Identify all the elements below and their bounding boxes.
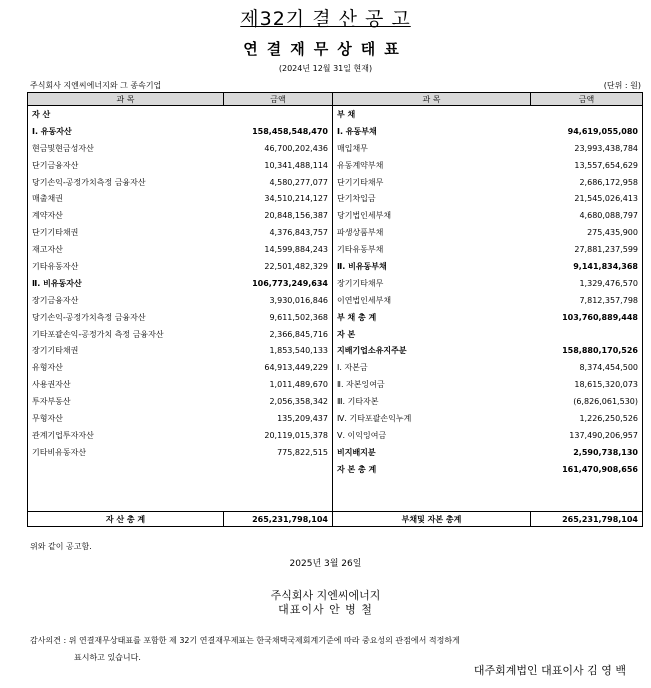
table-row [28, 309, 643, 326]
col-header-amount-right: 금액 [531, 93, 643, 106]
audit-opinion [30, 632, 630, 666]
table-row [28, 123, 643, 140]
liability-equity-item-label: Ⅴ. 이익잉여금 [333, 427, 531, 444]
liability-equity-item-value: 275,435,900 [531, 224, 643, 241]
balance-sheet-table [27, 92, 643, 527]
table-row [28, 359, 643, 376]
asset-item-label: 계약자산 [28, 207, 224, 224]
liability-equity-item-label: Ⅰ. 유동부채 [333, 123, 531, 140]
asset-item-label: 당기손익-공정가치측정 금융자산 [28, 309, 224, 326]
asset-item-value: 1,011,489,670 [224, 376, 333, 393]
liability-equity-item-label: 자 본 [333, 326, 531, 343]
signature-company: 주식회사 지엔씨에너지 [270, 589, 381, 602]
table-row [28, 461, 643, 478]
asset-item-value: 135,209,437 [224, 410, 333, 427]
asset-item-value: 46,700,202,436 [224, 140, 333, 157]
asset-item-value: 1,853,540,133 [224, 342, 333, 359]
table-row [28, 106, 643, 123]
asset-item-label: 기타유동자산 [28, 258, 224, 275]
asset-item-label: 당기손익-공정가치측정 금융자산 [28, 174, 224, 191]
table-header-row [28, 93, 643, 106]
liability-equity-item-label: Ⅱ. 비유동부채 [333, 258, 531, 275]
asset-item-value: 3,930,016,846 [224, 292, 333, 309]
liability-equity-item-label [333, 478, 531, 495]
asset-item-label: Ⅱ. 비유동자산 [28, 275, 224, 292]
table-row [28, 174, 643, 191]
liability-equity-item-label: 유동계약부채 [333, 157, 531, 174]
audit-opinion-line-1: 감사의견 : 위 연결재무상태표를 포함한 제 32기 연결재무제표는 한국채택국제회계기준에 따라 중요성의 관점에서 적정하게 [30, 636, 460, 645]
liability-equity-item-label: 이연법인세부채 [333, 292, 531, 309]
liability-equity-item-value: 94,619,055,080 [531, 123, 643, 140]
liability-equity-item-label: Ⅱ. 자본잉여금 [333, 376, 531, 393]
total-liab-equity-label: 부채및 자본 총계 [333, 512, 531, 527]
notice-statement: 위와 같이 공고함. [30, 542, 92, 551]
asset-item-value: 64,913,449,229 [224, 359, 333, 376]
asset-item-value: 34,510,214,127 [224, 190, 333, 207]
asset-item-label: 단기기타채권 [28, 224, 224, 241]
asset-item-value [224, 106, 333, 123]
liability-equity-item-value [531, 106, 643, 123]
liability-equity-item-value: 158,880,170,526 [531, 342, 643, 359]
liability-equity-item-value: 137,490,206,957 [531, 427, 643, 444]
statement-date: (2024년 12월 31일 현재) [278, 64, 373, 73]
table-total-row [28, 512, 643, 527]
liability-equity-item-label: 단기차입금 [333, 190, 531, 207]
total-liab-equity-value: 265,231,798,104 [531, 512, 643, 527]
asset-item-label: 재고자산 [28, 241, 224, 258]
liability-equity-item-value: 4,680,088,797 [531, 207, 643, 224]
unit-label: (단위 : 원) [603, 81, 641, 90]
statement-title: 연결재무상태표 [243, 40, 408, 58]
asset-item-label: Ⅰ. 유동자산 [28, 123, 224, 140]
asset-item-label: 사용권자산 [28, 376, 224, 393]
liability-equity-item-value: 18,615,320,073 [531, 376, 643, 393]
asset-item-value: 2,056,358,342 [224, 393, 333, 410]
asset-item-label: 투자부동산 [28, 393, 224, 410]
liability-equity-item-label: 부 채 [333, 106, 531, 123]
table-row [28, 292, 643, 309]
table-row [28, 393, 643, 410]
table-row [28, 224, 643, 241]
table-row [28, 207, 643, 224]
notice-title: 제32기 결 산 공 고 [240, 8, 411, 30]
table-row [28, 241, 643, 258]
table-row [28, 140, 643, 157]
liability-equity-item-label: 파생상품부채 [333, 224, 531, 241]
signature-representative: 대표이사 안 병 철 [278, 603, 373, 616]
liability-equity-item-value: 27,881,237,599 [531, 241, 643, 258]
total-assets-value: 265,231,798,104 [224, 512, 333, 527]
liability-equity-item-label: Ⅳ. 기타포괄손익누계 [333, 410, 531, 427]
asset-item-label [28, 478, 224, 495]
liability-equity-item-label: 자 본 총 계 [333, 461, 531, 478]
asset-item-label: 무형자산 [28, 410, 224, 427]
table-row [28, 157, 643, 174]
liability-equity-item-label [333, 494, 531, 511]
liability-equity-item-label: 기타유동부채 [333, 241, 531, 258]
liability-equity-item-label: 부 채 총 계 [333, 309, 531, 326]
table-row [28, 478, 643, 495]
table-row [28, 444, 643, 461]
asset-item-value: 2,366,845,716 [224, 326, 333, 343]
asset-item-value: 775,822,515 [224, 444, 333, 461]
liability-equity-item-value: 2,590,738,130 [531, 444, 643, 461]
asset-item-value [224, 478, 333, 495]
liability-equity-item-label: 매입채무 [333, 140, 531, 157]
liability-equity-item-value [531, 326, 643, 343]
asset-item-label [28, 494, 224, 511]
asset-item-label: 장기기타채권 [28, 342, 224, 359]
asset-item-value: 158,458,548,470 [224, 123, 333, 140]
asset-item-value: 14,599,884,243 [224, 241, 333, 258]
asset-item-label: 유형자산 [28, 359, 224, 376]
table-row [28, 342, 643, 359]
asset-item-value [224, 461, 333, 478]
audit-opinion-line-2: 표시하고 있습니다. [74, 653, 141, 662]
asset-item-label: 기타포괄손익-공정가치 측정 금융자산 [28, 326, 224, 343]
table-row [28, 190, 643, 207]
asset-item-value: 20,848,156,387 [224, 207, 333, 224]
asset-item-value: 10,341,488,114 [224, 157, 333, 174]
table-row [28, 427, 643, 444]
liability-equity-item-value: 161,470,908,656 [531, 461, 643, 478]
asset-item-label: 현금및현금성자산 [28, 140, 224, 157]
asset-item-value: 22,501,482,329 [224, 258, 333, 275]
table-row [28, 326, 643, 343]
asset-item-label: 기타비유동자산 [28, 444, 224, 461]
asset-item-label: 매출채권 [28, 190, 224, 207]
col-header-amount-left: 금액 [224, 93, 333, 106]
liability-equity-item-value: 9,141,834,368 [531, 258, 643, 275]
liability-equity-item-value: 13,557,654,629 [531, 157, 643, 174]
liability-equity-item-value: 1,329,476,570 [531, 275, 643, 292]
liability-equity-item-label: 지배기업소유지주분 [333, 342, 531, 359]
asset-item-value: 4,580,277,077 [224, 174, 333, 191]
asset-item-label: 단기금융자산 [28, 157, 224, 174]
table-row [28, 494, 643, 511]
liability-equity-item-label: 비지배지분 [333, 444, 531, 461]
liability-equity-item-value: (6,826,061,530) [531, 393, 643, 410]
publication-date: 2025년 3월 26일 [289, 559, 362, 569]
liability-equity-item-value: 23,993,438,784 [531, 140, 643, 157]
asset-item-label: 장기금융자산 [28, 292, 224, 309]
asset-item-label [28, 461, 224, 478]
asset-item-value [224, 494, 333, 511]
liability-equity-item-value: 103,760,889,448 [531, 309, 643, 326]
table-row [28, 410, 643, 427]
company-name: 주식회사 지엔씨에너지와 그 종속기업 [30, 81, 162, 90]
liability-equity-item-label: Ⅲ. 기타자본 [333, 393, 531, 410]
asset-item-value: 20,119,015,378 [224, 427, 333, 444]
liability-equity-item-label: 단기기타채무 [333, 174, 531, 191]
asset-item-label: 관계기업투자자산 [28, 427, 224, 444]
asset-item-value: 106,773,249,634 [224, 275, 333, 292]
liability-equity-item-value: 21,545,026,413 [531, 190, 643, 207]
liability-equity-item-label: 당기법인세부채 [333, 207, 531, 224]
asset-item-value: 9,611,502,368 [224, 309, 333, 326]
liability-equity-item-value: 2,686,172,958 [531, 174, 643, 191]
table-row [28, 376, 643, 393]
col-header-item-right: 과 목 [333, 93, 531, 106]
liability-equity-item-value: 1,226,250,526 [531, 410, 643, 427]
liability-equity-item-label: Ⅰ. 자본금 [333, 359, 531, 376]
auditor-name: 대주회계법인 대표이사 김 영 백 [473, 664, 626, 677]
liability-equity-item-value: 8,374,454,500 [531, 359, 643, 376]
table-row [28, 275, 643, 292]
liability-equity-item-label: 장기기타채무 [333, 275, 531, 292]
liability-equity-item-value: 7,812,357,798 [531, 292, 643, 309]
asset-item-value: 4,376,843,757 [224, 224, 333, 241]
liability-equity-item-value [531, 478, 643, 495]
table-row [28, 258, 643, 275]
asset-item-label: 자 산 [28, 106, 224, 123]
total-assets-label: 자 산 총 계 [28, 512, 224, 527]
liability-equity-item-value [531, 494, 643, 511]
col-header-item-left: 과 목 [28, 93, 224, 106]
